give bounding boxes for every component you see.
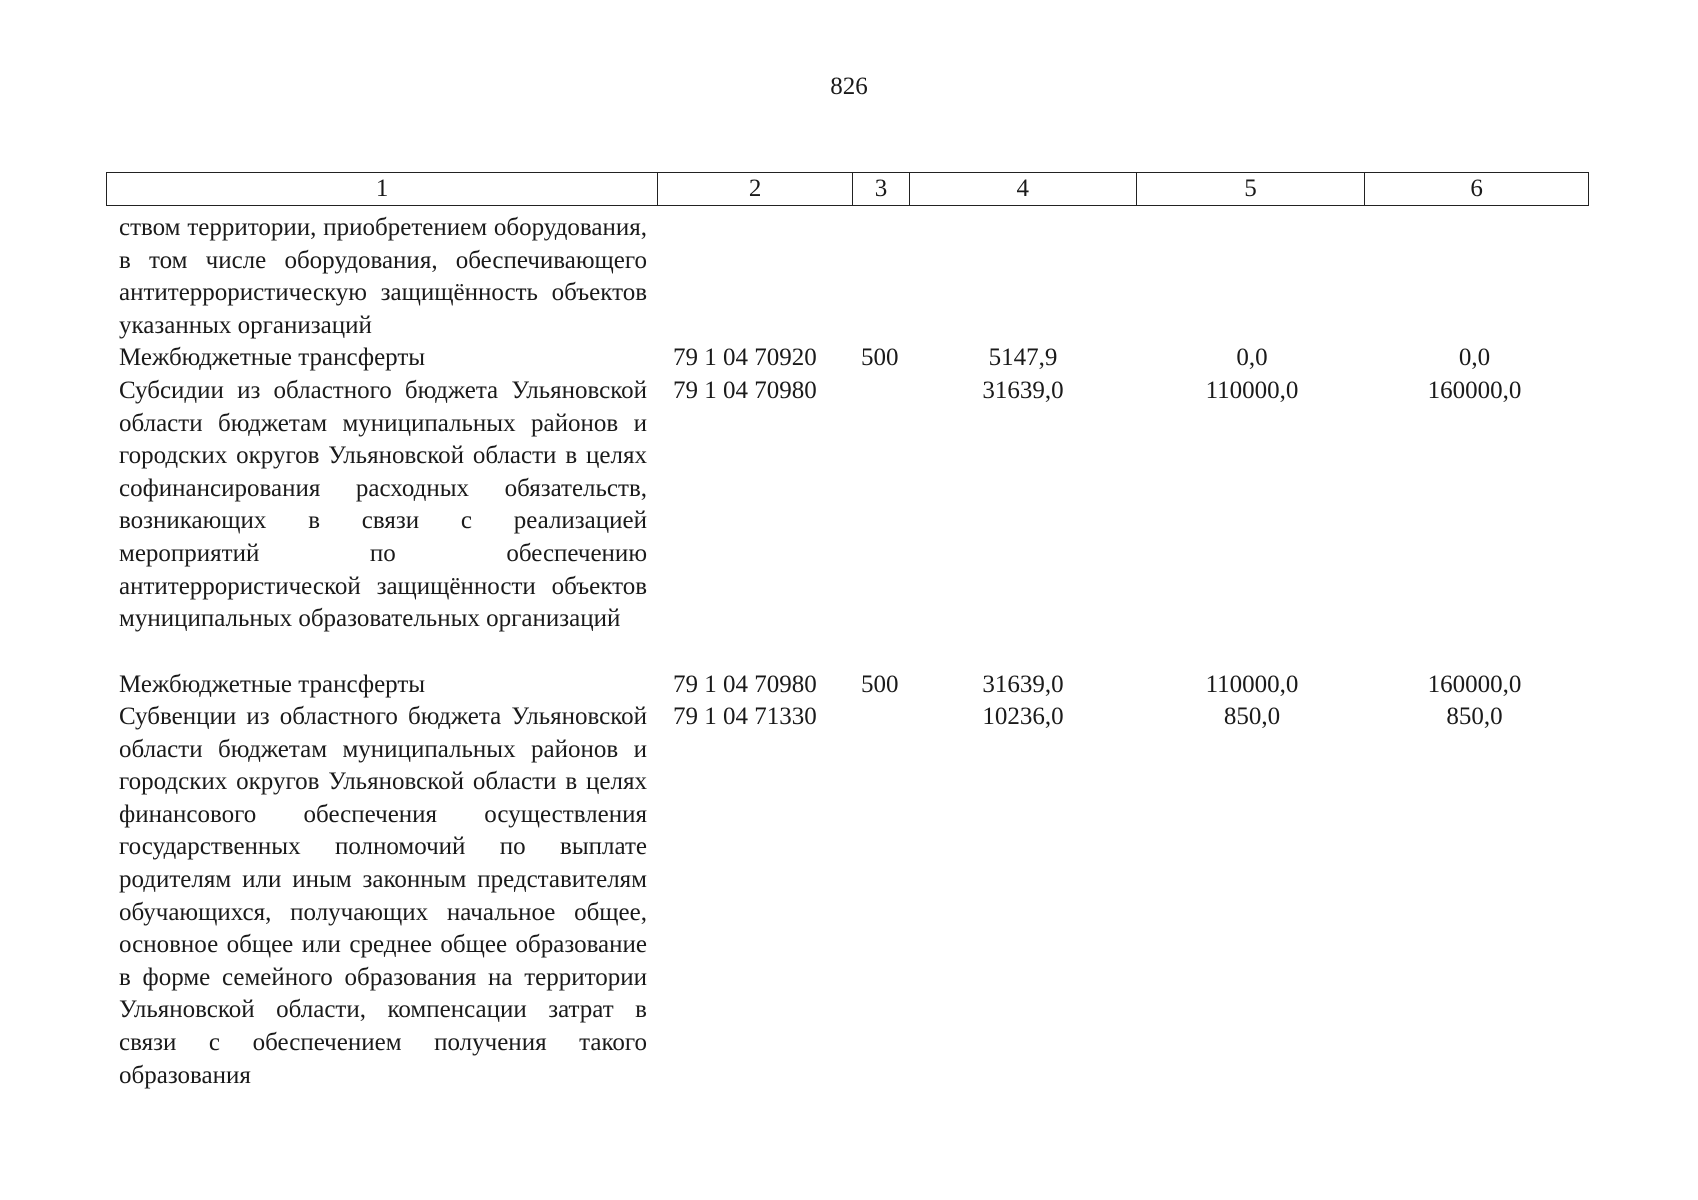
row-description: Межбюджетные трансферты <box>119 671 426 698</box>
row-value-6: 850,0 <box>1446 703 1503 730</box>
row-value-5: 850,0 <box>1223 703 1281 730</box>
row-value-5: 0,0 <box>1236 344 1268 371</box>
column-header-6: 6 <box>1470 175 1483 202</box>
column-header-1: 1 <box>107 173 658 205</box>
row-expense-type: 500 <box>861 344 899 371</box>
row-value-6: 0,0 <box>1458 344 1491 371</box>
column-header-4: 4 <box>910 173 1137 205</box>
row-description: ством территории, приобретением оборудования, в том числе оборудования, обеспечивающего антитеррористическую защищённость объектов указанных организаций <box>119 214 647 339</box>
row-description: Межбюджетные трансферты <box>119 344 426 371</box>
row-code: 79 1 04 71330 <box>673 703 817 730</box>
row-expense-type: 500 <box>861 671 899 698</box>
page-number: 826 <box>830 73 868 100</box>
row-value-6: 160000,0 <box>1427 377 1522 404</box>
row-code: 79 1 04 70980 <box>673 671 817 698</box>
column-header-5: 5 <box>1137 173 1366 205</box>
row-code: 79 1 04 70980 <box>673 377 817 404</box>
row-value-5: 110000,0 <box>1205 377 1299 404</box>
row-value-4: 10236,0 <box>982 703 1064 730</box>
row-value-4: 31639,0 <box>982 377 1064 404</box>
row-value-5: 110000,0 <box>1205 671 1299 698</box>
row-description: Субсидии из областного бюджета Ульяновской области бюджетам муниципальных районов и городских округов Ульяновской области в целях софинансирования расходных обязательств, возникающих в связи с реализацией мероприятий по обеспечению антитеррористической защищённости объектов муниципальных образовательных организаций <box>119 377 647 633</box>
row-value-4: 31639,0 <box>982 671 1064 698</box>
row-value-6: 160000,0 <box>1427 671 1522 698</box>
column-header-2: 2 <box>658 173 853 205</box>
column-header-3: 3 <box>853 173 910 205</box>
table-header <box>106 172 1589 206</box>
row-value-4: 5147,9 <box>988 344 1058 371</box>
row-description: Субвенции из областного бюджета Ульяновской области бюджетам муниципальных районов и городских округов Ульяновской области в целях финансового обеспечения осуществления государственных полномочий по выплате родителям или иным законным представителям обучающихся, получающих начальное общее, основное общее или среднее общее образование в форме семейного образования на территории Ульяновской области, компенсации затрат в связи с обеспечением получения такого образования <box>119 703 647 1089</box>
row-code: 79 1 04 70920 <box>673 344 817 371</box>
